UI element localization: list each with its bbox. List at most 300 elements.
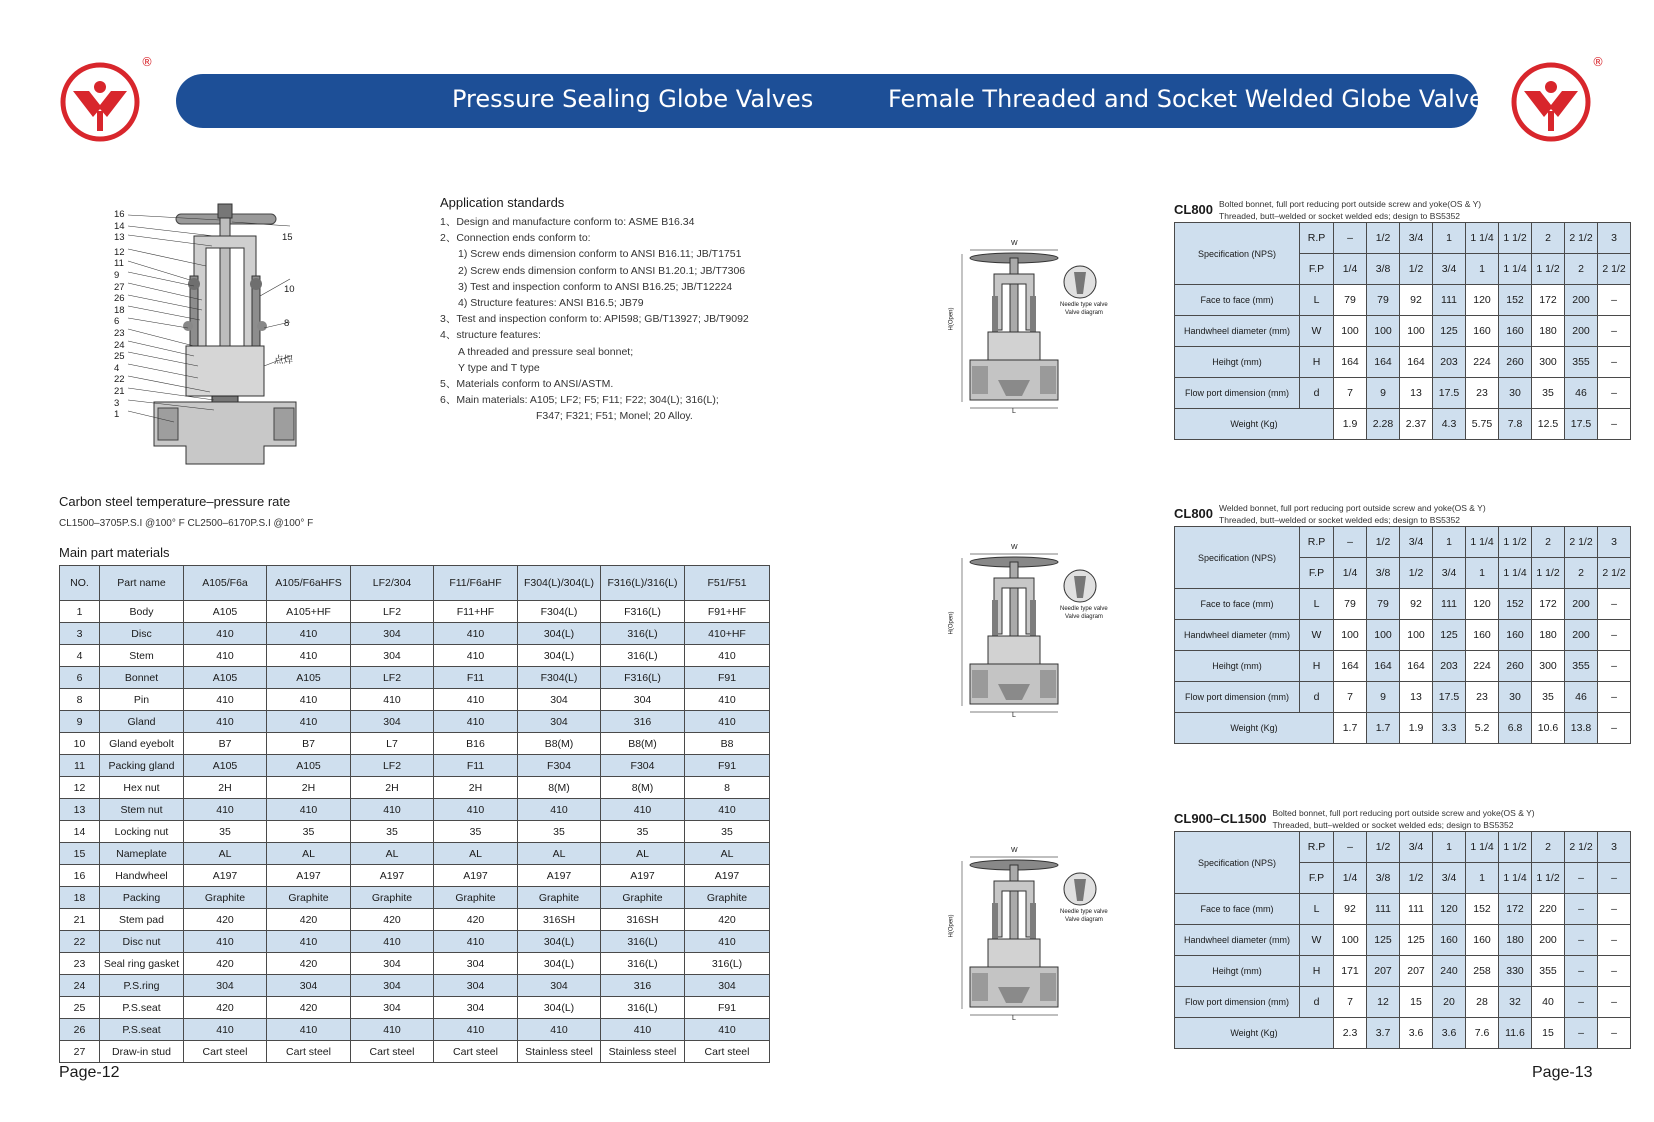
callout: 4 (114, 362, 120, 374)
spec-cell: 172 (1532, 285, 1565, 316)
spec-cell: 35 (1532, 682, 1565, 713)
spec-cell: 1 1/2 (1532, 863, 1565, 894)
table-cell: B7 (267, 733, 351, 755)
table-cell: 9 (60, 711, 100, 733)
spec-cell: 11.6 (1499, 1018, 1532, 1049)
spec-cell: 1 (1433, 223, 1466, 254)
callout: 26 (114, 293, 125, 305)
standard-line: 3) Test and inspection conform to ANSI B16.25; JB/T12224 (458, 280, 733, 293)
height-label: H(Open) (948, 307, 955, 331)
spec-cell: 2 (1532, 832, 1565, 863)
callout: 点焊 (274, 355, 294, 366)
spec-cell: 1 (1466, 558, 1499, 589)
spec-cell: 152 (1499, 285, 1532, 316)
spec-cell: 1 1/2 (1499, 832, 1532, 863)
carbon-rate-title: Carbon steel temperature–pressure rate (59, 494, 291, 509)
spec-cell: 200 (1565, 316, 1598, 347)
table-cell: 8(M) (518, 777, 601, 799)
spec-cell: 300 (1532, 347, 1565, 378)
spec-cell: 15 (1532, 1018, 1565, 1049)
spec-cell: 160 (1466, 620, 1499, 651)
spec-row (1175, 925, 1631, 956)
table-cell: AL (267, 843, 351, 865)
table-cell: Disc nut (100, 931, 184, 953)
table-cell: Body (100, 601, 184, 623)
callout: 3 (114, 397, 120, 409)
table-cell: A197 (685, 865, 770, 887)
spec-cell: 12.5 (1532, 409, 1565, 440)
spec-description-line: Threaded, butt–welded or socket welded eds; design to BS5352 (1272, 820, 1514, 830)
materials-body (60, 601, 770, 1063)
row-label: Face to face (mm) (1175, 589, 1300, 620)
spec-cell: 28 (1466, 987, 1499, 1018)
table-cell: Graphite (267, 887, 351, 909)
table-cell: 410 (685, 1019, 770, 1041)
table-cell: AL (518, 843, 601, 865)
spec-cell: 3 (1598, 223, 1631, 254)
spec-cell: 5.2 (1466, 713, 1499, 744)
spec-cell: 224 (1466, 651, 1499, 682)
spec-cell: 3/4 (1433, 558, 1466, 589)
spec-cell: 152 (1499, 589, 1532, 620)
spec-cell: 1.7 (1367, 713, 1400, 744)
row-symbol: R.P (1300, 527, 1334, 558)
table-cell: Graphite (434, 887, 518, 909)
spec-cell: 2 1/2 (1598, 558, 1631, 589)
spec-cell: 7 (1334, 682, 1367, 713)
spec-cell: – (1598, 620, 1631, 651)
table-cell: 420 (184, 953, 267, 975)
spec-cell: – (1565, 894, 1598, 925)
row-label: Heihgt (mm) (1175, 347, 1300, 378)
table-cell: F11 (434, 755, 518, 777)
spec-cell: 13.8 (1565, 713, 1598, 744)
table-cell: 304 (434, 997, 518, 1019)
row-symbol: F.P (1300, 863, 1334, 894)
spec-cell: 3.6 (1433, 1018, 1466, 1049)
callout: 1 (114, 409, 120, 421)
table-cell: AL (434, 843, 518, 865)
table-cell: 410 (184, 689, 267, 711)
table-cell: 8(M) (601, 777, 685, 799)
spec-cell: 1 (1466, 863, 1499, 894)
table-cell: 304 (184, 975, 267, 997)
spec-cell: 1/2 (1400, 254, 1433, 285)
table-row (60, 711, 770, 733)
row-label: Face to face (mm) (1175, 285, 1300, 316)
table-cell: 2H (351, 777, 434, 799)
table-cell: Packing gland (100, 755, 184, 777)
spec-cell: 100 (1400, 620, 1433, 651)
spec-cell: 260 (1499, 651, 1532, 682)
table-cell: 410 (267, 623, 351, 645)
table-cell: Hex nut (100, 777, 184, 799)
spec-cell: – (1598, 651, 1631, 682)
spec-cell: 220 (1532, 894, 1565, 925)
spec-cell: 13 (1400, 682, 1433, 713)
table-row (60, 887, 770, 909)
spec-row (1175, 589, 1631, 620)
spec-cell: 3/4 (1400, 223, 1433, 254)
pressure-class: CL800 (1174, 506, 1214, 521)
table-cell: F304 (518, 755, 601, 777)
spec-row (1175, 713, 1631, 744)
table-cell: 410 (184, 931, 267, 953)
spec-row (1175, 223, 1631, 254)
spec-cell: – (1598, 285, 1631, 316)
spec-row (1175, 378, 1631, 409)
logo-mark-icon (59, 61, 141, 143)
table-row (60, 997, 770, 1019)
spec-cell: 7.6 (1466, 1018, 1499, 1049)
table-cell: P.S.ring (100, 975, 184, 997)
row-symbol: F.P (1300, 558, 1334, 589)
spec-cell: 100 (1334, 620, 1367, 651)
callout: 16 (114, 209, 125, 220)
row-label: Face to face (mm) (1175, 894, 1300, 925)
row-label: Weight (Kg) (1175, 1018, 1334, 1049)
spec-cell: 111 (1367, 894, 1400, 925)
table-cell: 6 (60, 667, 100, 689)
needle-label: Needle type valve (1060, 302, 1108, 308)
title-banner (176, 74, 1497, 128)
table-cell: 410 (685, 689, 770, 711)
spec-cell: 355 (1532, 956, 1565, 987)
callout: 9 (114, 269, 120, 281)
spec-table-heading (1174, 807, 1535, 831)
spec-description (1219, 198, 1481, 222)
table-cell: 13 (60, 799, 100, 821)
table-cell: Graphite (351, 887, 434, 909)
standards-title: Application standards (440, 195, 565, 210)
table-cell: 316 (601, 711, 685, 733)
table-cell: 316(L) (601, 623, 685, 645)
spec-cell: 224 (1466, 347, 1499, 378)
table-cell: F11 (434, 667, 518, 689)
table-cell: Cart steel (685, 1041, 770, 1063)
callout: 15 (282, 232, 293, 243)
row-symbol: W (1300, 620, 1334, 651)
table-cell: 35 (601, 821, 685, 843)
spec-row (1175, 651, 1631, 682)
table-cell: F316(L) (601, 667, 685, 689)
spec-cell: 92 (1334, 894, 1367, 925)
table-cell: 23 (60, 953, 100, 975)
table-cell: 410 (267, 689, 351, 711)
table-cell: 410 (351, 1019, 434, 1041)
table-cell: Stainless steel (518, 1041, 601, 1063)
spec-cell: 330 (1499, 956, 1532, 987)
spec-cell: 1/4 (1334, 254, 1367, 285)
spec-cell: 100 (1367, 620, 1400, 651)
table-cell: B7 (184, 733, 267, 755)
row-symbol: H (1300, 347, 1334, 378)
spec-cell: 120 (1466, 285, 1499, 316)
table-cell: 35 (184, 821, 267, 843)
table-cell: 410 (267, 711, 351, 733)
spec-row (1175, 409, 1631, 440)
table-cell: 420 (184, 909, 267, 931)
table-cell: 304 (351, 953, 434, 975)
column-header: F316(L)/316(L) (601, 566, 685, 601)
standard-line: 2) Screw ends dimension conform to ANSI B1.20.1; JB/T7306 (458, 264, 746, 277)
registered-mark: ® (1592, 55, 1604, 69)
spec-cell: 30 (1499, 378, 1532, 409)
spec-cell: 160 (1499, 620, 1532, 651)
spec-cell: 2 (1565, 558, 1598, 589)
spec-row (1175, 1018, 1631, 1049)
standard-line: 3、Test and inspection conform to: API598; GB/T13927; JB/T9092 (440, 313, 749, 326)
callout: 23 (114, 327, 125, 339)
spec-description (1219, 502, 1486, 526)
valve-diagram-label: Valve diagram (1065, 614, 1103, 620)
table-cell: 304 (518, 975, 601, 997)
materials-title: Main part materials (59, 545, 170, 560)
standard-line: Y type and T type (458, 361, 540, 374)
spec-cell: 6.8 (1499, 713, 1532, 744)
spec-cell: – (1598, 682, 1631, 713)
table-cell: 410 (601, 1019, 685, 1041)
standard-line: A threaded and pressure seal bonnet; (458, 345, 634, 358)
spec-cell: 100 (1367, 316, 1400, 347)
table-cell: F316(L) (601, 601, 685, 623)
spec-cell: 3.7 (1367, 1018, 1400, 1049)
table-cell: 410 (518, 799, 601, 821)
table-cell: 316SH (601, 909, 685, 931)
table-cell: 410 (601, 799, 685, 821)
table-cell: Graphite (601, 887, 685, 909)
valve-drawing (948, 544, 1127, 722)
row-symbol: d (1300, 682, 1334, 713)
table-cell: 11 (60, 755, 100, 777)
table-cell: 316(L) (601, 997, 685, 1019)
table-cell: A105+HF (267, 601, 351, 623)
spec-cell: 1 (1433, 832, 1466, 863)
callout: 21 (114, 385, 125, 397)
table-cell: A197 (601, 865, 685, 887)
right-page-title: Female Threaded and Socket Welded Globe Valves (888, 85, 1497, 113)
table-cell: 410 (434, 645, 518, 667)
spec-cell: 46 (1565, 682, 1598, 713)
spec-cell: 7 (1334, 987, 1367, 1018)
table-cell: 410 (184, 1019, 267, 1041)
spec-cell: 200 (1565, 589, 1598, 620)
table-cell: 35 (434, 821, 518, 843)
callout: 27 (114, 281, 125, 293)
spec-cell: 7.8 (1499, 409, 1532, 440)
table-cell: F91 (685, 755, 770, 777)
spec-cell: 111 (1433, 589, 1466, 620)
standard-line: F347; F321; F51; Monel; 20 Alloy. (536, 410, 693, 423)
spec-cell: 4.3 (1433, 409, 1466, 440)
row-symbol: L (1300, 894, 1334, 925)
table-row (60, 1019, 770, 1041)
spec-cell: 1/4 (1334, 863, 1367, 894)
table-cell: A105 (267, 755, 351, 777)
table-cell: 316(L) (601, 645, 685, 667)
standard-line: 1) Screw ends dimension conform to ANSI B16.11; JB/T1751 (458, 248, 742, 261)
spec-cell: 9 (1367, 378, 1400, 409)
spec-cell: 79 (1334, 589, 1367, 620)
standard-line: 1、Design and manufacture conform to: ASME B16.34 (440, 216, 695, 228)
width-label: W (1011, 847, 1018, 854)
table-cell: A105 (184, 667, 267, 689)
table-cell: Pin (100, 689, 184, 711)
table-cell: B8(M) (601, 733, 685, 755)
spec-cell: 13 (1400, 378, 1433, 409)
table-cell: 26 (60, 1019, 100, 1041)
table-cell: Graphite (184, 887, 267, 909)
spec-cell: – (1598, 347, 1631, 378)
column-header: LF2/304 (351, 566, 434, 601)
spec-cell: 20 (1433, 987, 1466, 1018)
table-cell: 22 (60, 931, 100, 953)
spec-cell: 3/8 (1367, 558, 1400, 589)
table-cell: A105 (267, 667, 351, 689)
table-cell: 8 (685, 777, 770, 799)
table-cell: 27 (60, 1041, 100, 1063)
spec-cell: 160 (1433, 925, 1466, 956)
standard-line: 4) Structure features: ANSI B16.5; JB79 (458, 297, 644, 310)
table-cell: 410 (267, 1019, 351, 1041)
spec-cell: 180 (1499, 925, 1532, 956)
table-row (60, 865, 770, 887)
spec-cell: 120 (1433, 894, 1466, 925)
table-cell: 2H (184, 777, 267, 799)
column-header: F304(L)/304(L) (518, 566, 601, 601)
callout: 6 (114, 316, 120, 328)
table-row (60, 821, 770, 843)
spec-cell: 164 (1400, 347, 1433, 378)
spec-cell: – (1598, 409, 1631, 440)
table-cell: 410 (434, 1019, 518, 1041)
table-cell: 15 (60, 843, 100, 865)
spec-description-line: Bolted bonnet, full port reducing port outside screw and yoke(OS & Y) (1219, 199, 1482, 209)
row-label: Weight (Kg) (1175, 713, 1334, 744)
standards-list (440, 214, 749, 425)
table-cell: 4 (60, 645, 100, 667)
callout: 22 (114, 374, 125, 386)
row-symbol: R.P (1300, 832, 1334, 863)
standard-line: 2、Connection ends conform to: (440, 232, 591, 245)
spec-cell: 1/2 (1367, 223, 1400, 254)
spec-cell: 203 (1433, 651, 1466, 682)
spec-cell: 1.9 (1334, 409, 1367, 440)
spec-cell: 100 (1334, 316, 1367, 347)
spec-cell: – (1598, 378, 1631, 409)
table-cell: 14 (60, 821, 100, 843)
spec-cell: 3 (1598, 527, 1631, 558)
spec-cell: 79 (1367, 285, 1400, 316)
table-cell: L7 (351, 733, 434, 755)
spec-cell: 1 1/4 (1499, 863, 1532, 894)
spec-cell: – (1598, 589, 1631, 620)
spec-cell: 1/2 (1400, 558, 1433, 589)
table-cell: 410+HF (685, 623, 770, 645)
table-row (60, 931, 770, 953)
table-row (60, 843, 770, 865)
spec-cell: 355 (1565, 347, 1598, 378)
spec-cell: 17.5 (1433, 378, 1466, 409)
row-symbol: L (1300, 285, 1334, 316)
table-cell: 304 (351, 623, 434, 645)
table-cell: 410 (351, 689, 434, 711)
table-cell: Gland (100, 711, 184, 733)
spec-cell: 2 (1532, 223, 1565, 254)
table-cell: 410 (184, 711, 267, 733)
table-cell: A197 (351, 865, 434, 887)
table-cell: 304 (518, 689, 601, 711)
spec-cell: 160 (1466, 925, 1499, 956)
spec-cell: 120 (1466, 589, 1499, 620)
table-cell: 410 (351, 931, 434, 953)
table-cell: Cart steel (351, 1041, 434, 1063)
spec-cell: 2 1/2 (1565, 527, 1598, 558)
spec-cell: – (1598, 713, 1631, 744)
spec-cell: 1/2 (1367, 832, 1400, 863)
spec-cell: 260 (1499, 347, 1532, 378)
table-cell: AL (601, 843, 685, 865)
table-cell: 304 (601, 689, 685, 711)
needle-label: Needle type valve (1060, 909, 1108, 915)
column-header: A105/F6aHFS (267, 566, 351, 601)
spec-cell: 152 (1466, 894, 1499, 925)
spec-cell: – (1598, 863, 1631, 894)
table-cell: 304(L) (518, 623, 601, 645)
spec-cell: 125 (1367, 925, 1400, 956)
spec-row (1175, 682, 1631, 713)
table-cell: 316(L) (685, 953, 770, 975)
table-cell: B8(M) (518, 733, 601, 755)
table-cell: P.S.seat (100, 997, 184, 1019)
callout: 11 (114, 258, 124, 270)
table-cell: A197 (267, 865, 351, 887)
table-cell: AL (685, 843, 770, 865)
spec-cell: 2 (1565, 254, 1598, 285)
callout: 10 (284, 284, 295, 295)
table-cell: B8 (685, 733, 770, 755)
spec-description-line: Threaded, butt–welded or socket welded eds; design to BS5352 (1219, 515, 1461, 525)
table-cell: 316(L) (601, 953, 685, 975)
spec-cell: 1/2 (1367, 527, 1400, 558)
spec-cell: 125 (1400, 925, 1433, 956)
spec-cell: 203 (1433, 347, 1466, 378)
spec-row (1175, 620, 1631, 651)
valve-diagram-label: Valve diagram (1065, 917, 1103, 923)
column-header: A105/F6a (184, 566, 267, 601)
table-cell: LF2 (351, 755, 434, 777)
page-number-left: Page-12 (59, 1064, 120, 1081)
spec-cell: 164 (1334, 347, 1367, 378)
spec-row (1175, 527, 1631, 558)
spec-cell: – (1598, 925, 1631, 956)
spec-cell: 3 (1598, 832, 1631, 863)
row-label: Handwheel diameter (mm) (1175, 316, 1300, 347)
table-cell: 304 (351, 975, 434, 997)
table-cell: 304 (685, 975, 770, 997)
carbon-rate-note: CL1500–3705P.S.I @100° F CL2500–6170P.S.I @100° F (59, 518, 314, 529)
table-cell: 410 (518, 1019, 601, 1041)
spec-cell: 125 (1433, 620, 1466, 651)
table-cell: 410 (434, 623, 518, 645)
table-row (60, 733, 770, 755)
spec-cell: 5.75 (1466, 409, 1499, 440)
height-label: H(Open) (948, 914, 955, 938)
table-cell: Graphite (685, 887, 770, 909)
spec-cell: 171 (1334, 956, 1367, 987)
table-cell: Handwheel (100, 865, 184, 887)
table-row (60, 645, 770, 667)
